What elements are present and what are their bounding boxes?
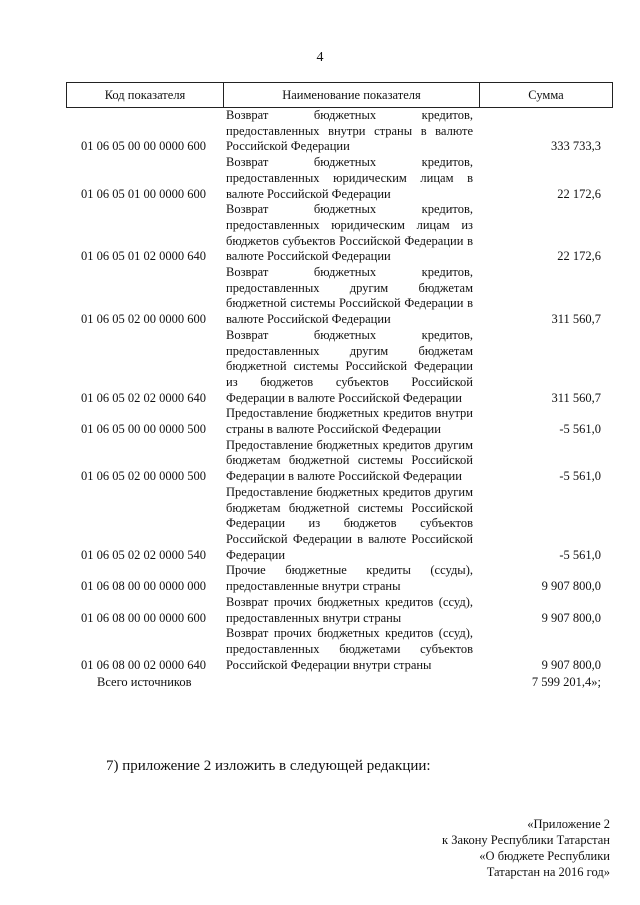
row-sum: 311 560,7 (551, 390, 601, 405)
row-code: 01 06 05 02 02 0000 540 (81, 547, 206, 562)
table-row (66, 202, 613, 265)
row-code: 01 06 05 01 00 0000 600 (81, 186, 206, 201)
row-sum: -5 561,0 (559, 469, 601, 484)
table-row (66, 406, 613, 437)
appendix-line: Татарстан на 2016 год» (486, 865, 610, 879)
appendix-line: «О бюджете Республики (479, 849, 610, 863)
table-row (66, 595, 613, 626)
row-name: Предоставление бюджетных кредитов внутри страны в валюте Российской Федерации (226, 406, 473, 437)
row-name: Возврат бюджетных кредитов, предоставленных внутри страны в валюте Российской Федерации (226, 108, 473, 154)
total-label: Всего источников (97, 675, 192, 690)
table-row (66, 328, 613, 407)
row-name: Возврат бюджетных кредитов, предоставленных другим бюджетам бюджетной системы Российской Федерации в валюте Российской Федерации (226, 265, 473, 327)
row-sum: 9 907 800,0 (541, 579, 601, 594)
table-row (66, 265, 613, 328)
row-code: 01 06 08 00 00 0000 000 (81, 579, 206, 594)
row-name: Возврат прочих бюджетных кредитов (ссуд), предоставленных бюджетами субъектов Российской Федерации внутри страны (226, 626, 473, 672)
table-row (66, 438, 613, 485)
item-7-text: 7) приложение 2 изложить в следующей редакции: (106, 758, 431, 774)
row-code: 01 06 08 00 00 0000 600 (81, 610, 206, 625)
row-sum: -5 561,0 (559, 547, 601, 562)
table-header (66, 82, 613, 108)
row-code: 01 06 05 02 00 0000 500 (81, 469, 206, 484)
row-sum: -5 561,0 (559, 422, 601, 437)
table-body (66, 108, 613, 691)
row-name: Предоставление бюджетных кредитов другим бюджетам бюджетной системы Российской Федерации из бюджетов субъектов Российской Федерации в валюте Российской Федерации (226, 484, 473, 562)
row-name: Прочие бюджетные кредиты (ссуды), предоставленные внутри страны (226, 563, 473, 594)
appendix-line: к Закону Республики Татарстан (442, 833, 610, 847)
row-code: 01 06 05 02 00 0000 600 (81, 312, 206, 327)
row-name: Возврат бюджетных кредитов, предоставленных юридическим лицам из бюджетов субъектов Российской Федерации в валюте Российской Федерации (226, 202, 473, 264)
header-sum: Сумма (528, 87, 564, 102)
appendix-heading (442, 816, 610, 880)
table-row (66, 108, 613, 155)
row-sum: 22 172,6 (557, 249, 601, 264)
row-code: 01 06 08 00 02 0000 640 (81, 657, 206, 672)
row-name: Предоставление бюджетных кредитов другим бюджетам бюджетной системы Российской Федерации в валюте Российской Федерации (226, 437, 473, 484)
row-sum: 9 907 800,0 (541, 610, 601, 625)
row-code: 01 06 05 02 02 0000 640 (81, 390, 206, 405)
table-row (66, 626, 613, 673)
row-sum: 311 560,7 (551, 312, 601, 327)
row-code: 01 06 05 00 00 0000 600 (81, 139, 206, 154)
table-row (66, 563, 613, 594)
row-sum: 333 733,3 (551, 139, 601, 154)
row-code: 01 06 05 00 00 0000 500 (81, 422, 206, 437)
header-code: Код показателя (67, 83, 224, 107)
appendix-line: «Приложение 2 (527, 817, 610, 831)
table-row (66, 485, 613, 564)
row-sum: 9 907 800,0 (541, 657, 601, 672)
row-name: Возврат бюджетных кредитов, предоставленных юридическим лицам в валюте Российской Федерации (226, 155, 473, 201)
header-name: Наименование показателя (224, 83, 480, 107)
table-row (66, 155, 613, 202)
row-name: Возврат бюджетных кредитов, предоставленных другим бюджетам бюджетной системы Российской Федерации из бюджетов субъектов Российской Федерации в валюте Российской Федерации (226, 327, 473, 405)
total-sum: 7 599 201,4»; (531, 675, 601, 690)
total-row (66, 675, 613, 691)
row-name: Возврат прочих бюджетных кредитов (ссуд), предоставленных внутри страны (226, 594, 473, 625)
row-code: 01 06 05 01 02 0000 640 (81, 249, 206, 264)
row-sum: 22 172,6 (557, 186, 601, 201)
page-number: 4 (316, 50, 324, 65)
